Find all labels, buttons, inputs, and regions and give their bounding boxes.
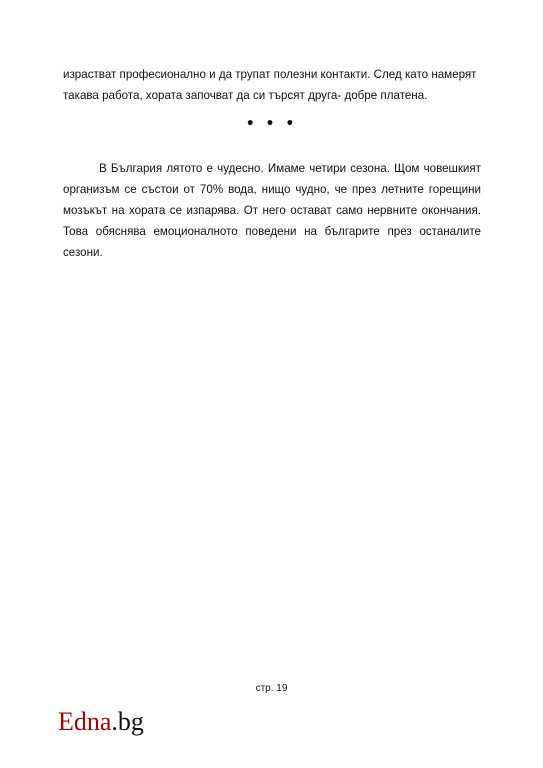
- paragraph-summer: [63, 158, 481, 263]
- paragraph-line: такава работа, хората започват да си търсят друга- добре платена.: [63, 89, 428, 102]
- logo-brand: Edna: [58, 707, 112, 736]
- paragraph-text: В България лятото е чудесно. Имаме четири сезона. Щом човешкият организъм се състои от 70% вода, нищо чудно, че през летните горещини мозъкът на хората се изпарява. От него остават само нервните окончания. Това обяснява емоционалното поведени на българите през останалите сезони.: [63, 162, 481, 259]
- paragraph-line: израстват професионално и да трупат полезни контакти. След като намерят: [63, 68, 477, 81]
- edna-logo: [58, 707, 144, 737]
- page-number: стр. 19: [255, 683, 288, 694]
- paragraph-continued: [63, 64, 481, 106]
- section-separator: • • •: [245, 116, 298, 132]
- logo-tld: .bg: [111, 707, 144, 736]
